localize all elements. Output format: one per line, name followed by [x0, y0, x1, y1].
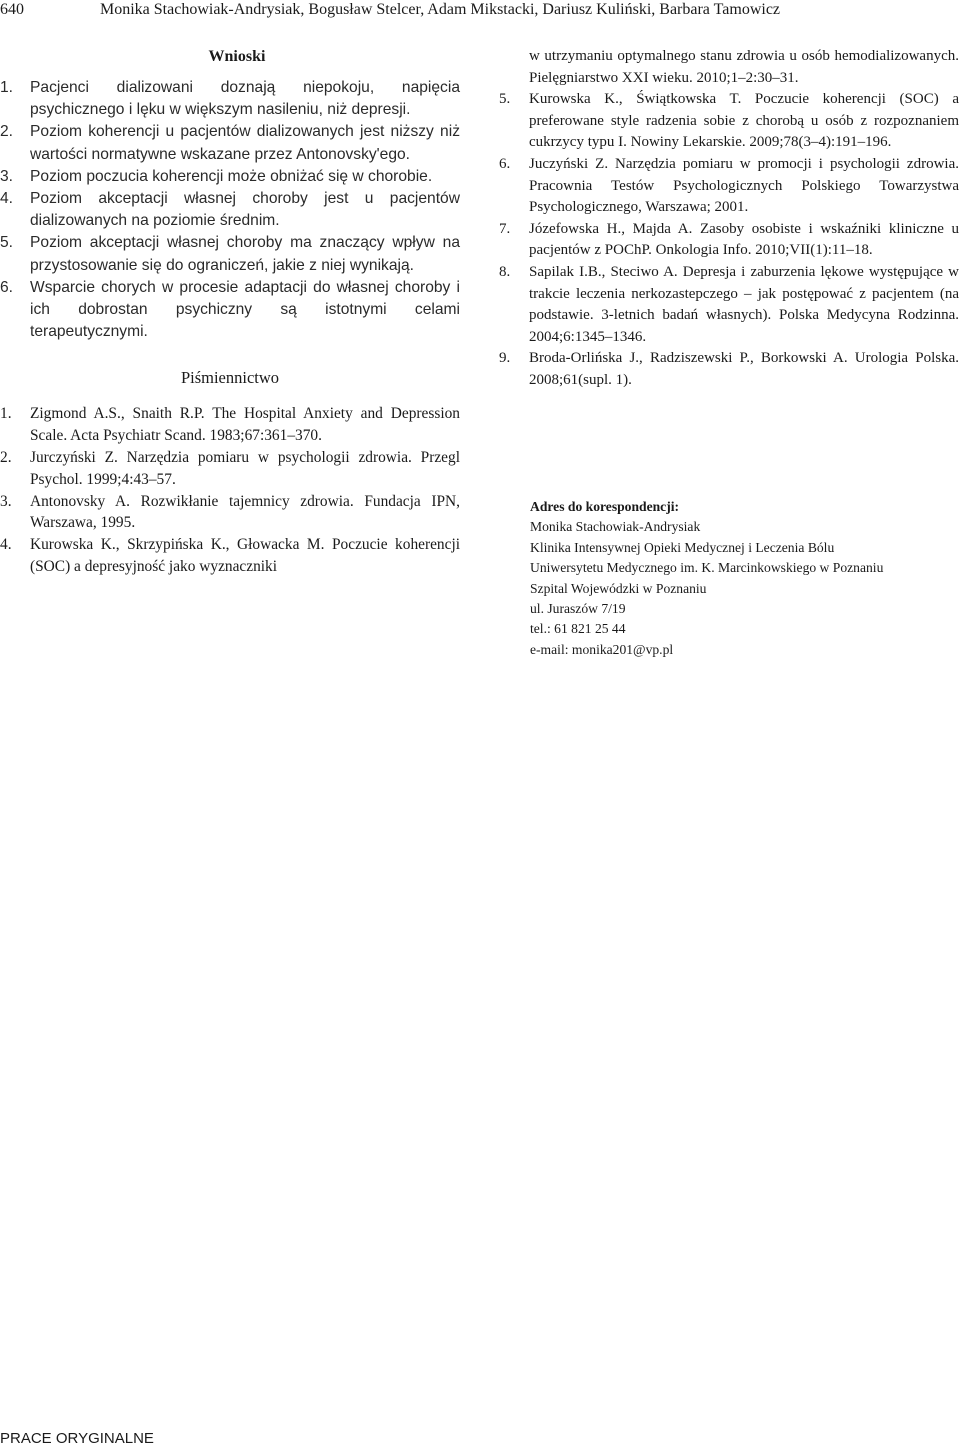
references-list-right	[499, 46, 959, 392]
reference-item	[499, 219, 959, 262]
conclusions-heading: Wnioski	[208, 48, 266, 65]
item-number: 4.	[0, 190, 14, 208]
list-item	[0, 77, 460, 121]
running-head	[0, 0, 960, 22]
reference-item	[499, 154, 959, 219]
page-number: 640	[0, 1, 24, 18]
reference-text: Juczyński Z. Narzędzia pomiaru w promocji i psychologii zdrowia. Pracownia Testów Psychologicznych Polskiego Towarzystwa Psychologicznego, Warszawa; 2001.	[529, 155, 959, 216]
conclusions-list	[0, 77, 460, 343]
reference-text: w utrzymaniu optymalnego stanu zdrowia u osób hemodializowanych. Pielęgniarstwo XXI wieku. 2010;1–2:30–31.	[529, 48, 959, 86]
reference-text: Sapilak I.B., Steciwo A. Depresja i zaburzenia lękowe występujące w trakcie leczenia nerkozastepczego – jak postępować z pacjentem (na podstawie. 3-letnich badań własnych). Polska Medycyna Rodzinna. 2004;6:1345–1346.	[529, 263, 959, 345]
item-text: Wsparcie chorych w procesie adaptacji do własnej choroby i ich dobrostan psychiczny są istotnymi celami terapeutycznymi.	[30, 278, 460, 341]
reference-number: 8.	[499, 263, 511, 280]
correspondence-email[interactable]: e-mail: monika201@vp.pl	[530, 641, 674, 657]
correspondence-phone: tel.: 61 821 25 44	[530, 621, 626, 637]
list-item	[0, 121, 460, 165]
reference-number: 3.	[0, 492, 12, 510]
reference-text: Antonovsky A. Rozwikłanie tajemnicy zdrowia. Fundacja IPN, Warszawa, 1995.	[30, 492, 460, 532]
correspondence-name: Monika Stachowiak-Andrysiak	[530, 519, 701, 535]
reference-number: 6.	[499, 155, 511, 172]
correspondence-title: Adres do korespondencji:	[530, 499, 680, 514]
running-head-authors: Monika Stachowiak-Andrysiak, Bogusław Stelcer, Adam Mikstacki, Dariusz Kuliński, Barbara Tamowicz	[100, 1, 781, 18]
reference-text: Zigmond A.S., Snaith R.P. The Hospital Anxiety and Depression Scale. Acta Psychiatr Scand. 1983;67:361–370.	[30, 405, 460, 445]
reference-item	[0, 534, 460, 578]
reference-item	[0, 491, 460, 535]
list-item	[0, 166, 460, 188]
reference-item	[0, 447, 460, 491]
references-heading: Piśmiennictwo	[180, 368, 280, 388]
list-item	[0, 232, 460, 276]
item-text: Poziom koherencji u pacjentów dializowanych jest niższy niż wartości normatywne wskazane przez Antonovsky'ego.	[30, 123, 460, 163]
reference-number: 7.	[499, 220, 511, 237]
reference-item	[499, 89, 959, 154]
reference-number: 2.	[0, 449, 12, 467]
reference-item	[499, 348, 959, 391]
item-text: Poziom akceptacji własnej choroby ma znaczący wpływ na przystosowanie się do ograniczeń, jakie z niej wynikają.	[30, 234, 460, 274]
item-text: Pacjenci dializowani doznają niepokoju, napięcia psychicznego i lęku w większym nasileniu, niż depresji.	[30, 79, 460, 119]
reference-item	[499, 262, 959, 348]
right-column	[499, 46, 959, 392]
reference-continuation	[499, 46, 959, 89]
references-list-left	[0, 403, 460, 577]
reference-item	[0, 403, 460, 447]
item-number: 6.	[0, 278, 14, 296]
correspondence-address	[530, 497, 950, 660]
correspondence-clinic: Klinika Intensywnej Opieki Medycznej i Leczenia Bólu	[530, 539, 835, 555]
reference-text: Jurczyński Z. Narzędzia pomiaru w psychologii zdrowia. Przegl Psychol. 1999;4:43–57.	[30, 449, 460, 488]
reference-number: 4.	[0, 536, 12, 554]
item-text: Poziom poczucia koherencji może obniżać się w chorobie.	[30, 167, 433, 185]
reference-text: Józefowska H., Majda A. Zasoby osobiste i wskaźniki kliniczne u pacjentów z POChP. Onkologia Info. 2010;VII(1):11–18.	[529, 220, 959, 259]
footer-section-label: PRACE ORYGINALNE	[0, 1430, 154, 1447]
list-item	[0, 188, 460, 232]
correspondence-university: Uniwersytetu Medycznego im. K. Marcinkowskiego w Poznaniu	[530, 560, 884, 576]
reference-number: 5.	[499, 91, 511, 108]
item-number: 2.	[0, 123, 14, 141]
item-text: Poziom akceptacji własnej choroby jest u pacjentów dializowanych na poziomie średnim.	[30, 190, 460, 230]
reference-text: Broda-Orlińska J., Radziszewski P., Borkowski A. Urologia Polska. 2008;61(supl. 1).	[529, 350, 959, 388]
reference-number: 9.	[499, 350, 511, 367]
correspondence-hospital: Szpital Wojewódzki w Poznaniu	[530, 580, 707, 596]
reference-text: Kurowska K., Skrzypińska K., Głowacka M. Poczucie koherencji (SOC) a depresyjność jako wyznaczniki	[30, 536, 460, 576]
item-number: 3.	[0, 167, 14, 185]
reference-number: 1.	[0, 405, 12, 423]
correspondence-street: ul. Juraszów 7/19	[530, 601, 626, 617]
item-number: 5.	[0, 234, 14, 252]
left-column	[0, 46, 460, 578]
list-item	[0, 277, 460, 344]
reference-text: Kurowska K., Świątkowska T. Poczucie koherencji (SOC) a preferowane style radzenia sobie z chorobą u osób z rozpoznaniem cukrzycy typu I. Nowiny Lekarskie. 2009;78(3–4):191–196.	[529, 91, 959, 151]
item-number: 1.	[0, 79, 14, 96]
